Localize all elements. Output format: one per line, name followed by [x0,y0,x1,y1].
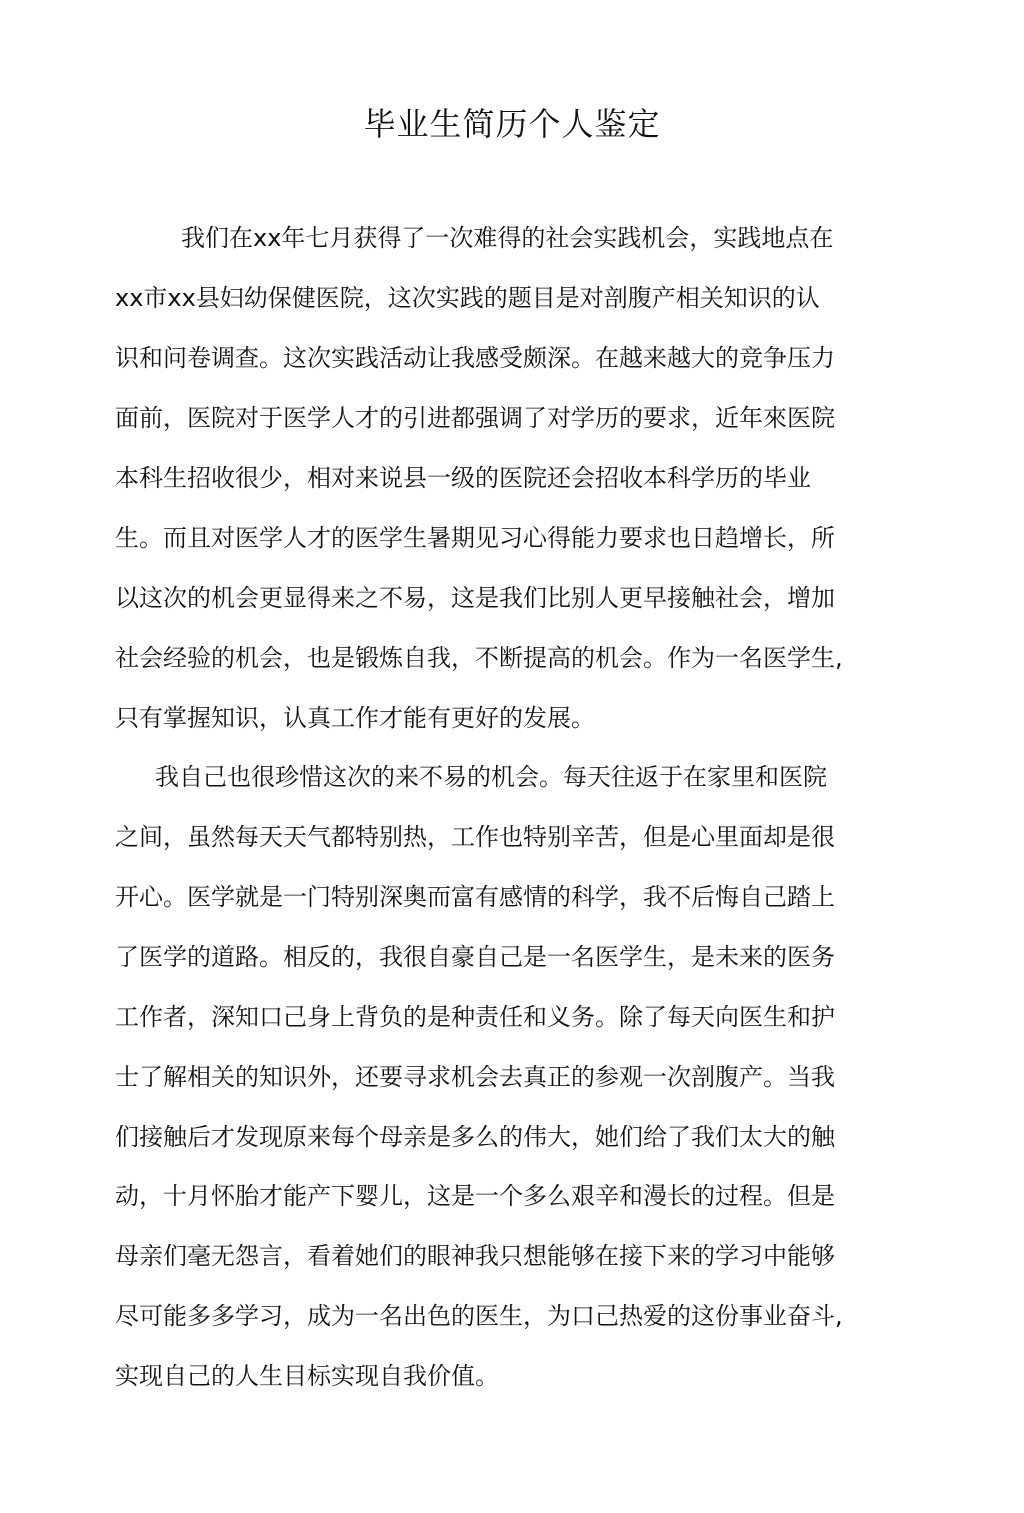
paragraph-line: 母亲们毫无怨言，看着她们的眼神我只想能够在接下来的学习中能够 [115,1242,835,1270]
paragraph-line: 我自己也很珍惜这次的来不易的机会。每天往返于在家里和医院 [155,763,827,791]
paragraph-line: 社会经验的机会，也是锻炼自我，不断提高的机会。作为一名医学生, [115,644,843,672]
document-title: 毕业生简历个人鉴定 [363,105,661,143]
paragraph-line: 开心。医学就是一门特别深奥而富有感情的科学，我不后悔自己踏上 [115,883,835,911]
paragraph-line: 之间，虽然每天天气都特别热，工作也特别辛苦，但是心里面却是很 [115,823,835,851]
paragraph-line: 以这次的机会更显得来之不易，这是我们比别人更早接触社会，增加 [115,584,835,612]
paragraph-line: 实现自己的人生目标实现自我价值。 [115,1362,499,1390]
paragraph-line: 我们在xx年七月获得了一次难得的社会实践机会，实践地点在 [181,224,834,252]
paragraph-line: 士了解相关的知识外，还要寻求机会去真正的参观一次剖腹产。当我 [115,1063,835,1091]
paragraph-line: 面前，医院对于医学人才的引进都强调了对学历的要求，近年來医院 [115,404,835,432]
paragraph-line: 识和问卷调查。这次实践活动让我感受颇深。在越来越大的竞争压力 [115,344,835,372]
paragraph-line: 生。而且对医学人才的医学生暑期见习心得能力要求也日趋增长，所 [115,524,835,552]
paragraph-line: 动，十月怀胎才能产下婴儿，这是一个多么艰辛和漫长的过程。但是 [115,1182,835,1210]
paragraph-line: 们接触后才发现原来每个母亲是多么的伟大，她们给了我们太大的触 [115,1123,835,1151]
paragraph-line: 只有掌握知识，认真工作才能有更好的发展。 [115,704,595,732]
paragraph-line: 本科生招收很少，相对来说县一级的医院还会招收本科学历的毕业 [115,464,811,492]
paragraph-line: 了医学的道路。相反的，我很自豪自己是一名医学生，是未来的医务 [115,943,835,971]
paragraph-line: 尽可能多多学习，成为一名出色的医生，为口己热爱的这份事业奋斗, [115,1302,843,1330]
paragraph-line: 工作者，深知口己身上背负的是种责任和义务。除了每天向医生和护 [115,1003,835,1031]
paragraph-line: xx市xx县妇幼保健医院，这次实践的题目是对剖腹产相关知识的认 [115,284,820,312]
